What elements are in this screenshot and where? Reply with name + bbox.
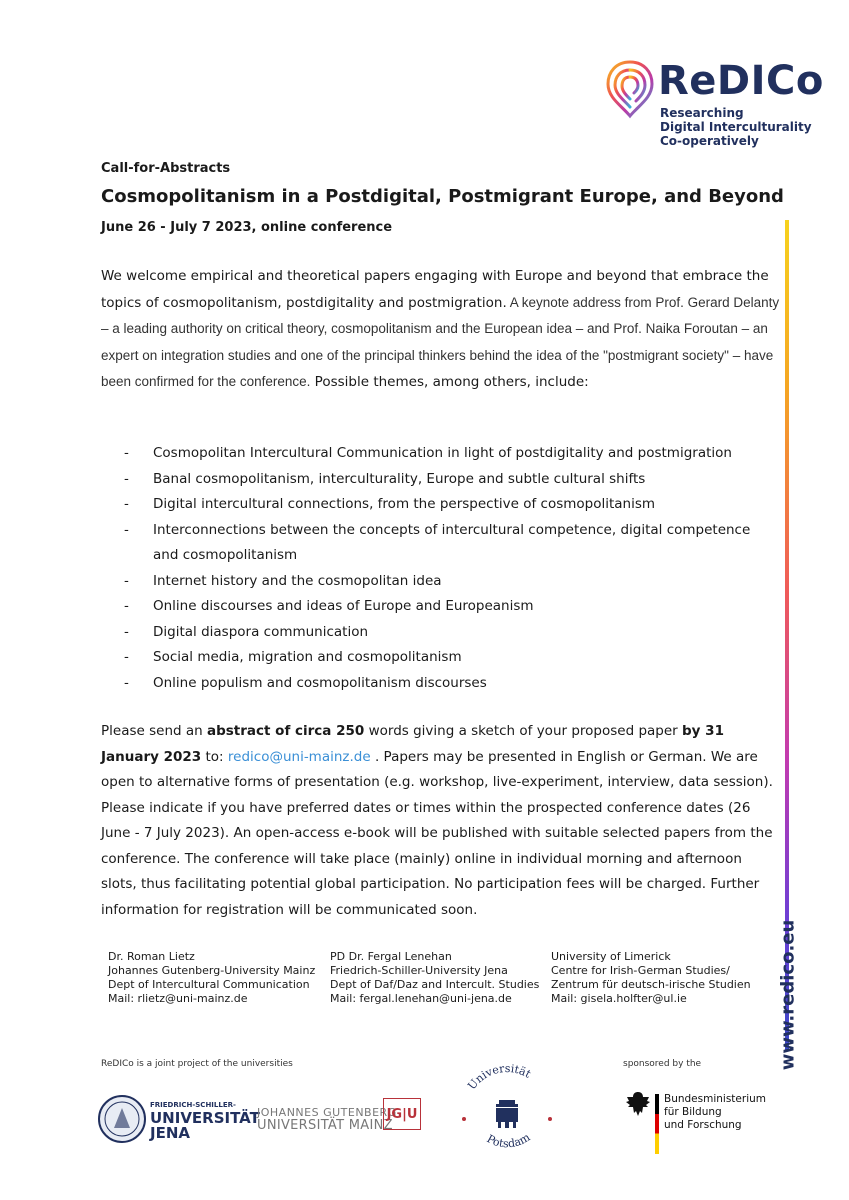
contact-block-limerick	[551, 950, 751, 1006]
theme-text: Online populism and cosmopolitanism discourses	[153, 674, 487, 691]
german-flag-stripe	[655, 1094, 659, 1154]
theme-text: Digital diaspora communication	[153, 623, 369, 640]
contact-department: Dept of Daf/Daz and Intercult. Studies	[330, 978, 540, 991]
submission-deadline: by 31 January 2023	[101, 723, 724, 765]
redico-fingerprint-logo-icon	[604, 56, 656, 120]
jena-seal-icon	[97, 1094, 147, 1144]
svg-text:Potsdam	[485, 1130, 533, 1150]
jena-logo-line: JENA	[150, 1124, 190, 1142]
tagline-line: Researching	[660, 106, 744, 120]
contact-affiliation: Centre for Irish-German Studies/	[551, 964, 730, 977]
list-item: - Internet history and the cosmopolitan idea	[124, 572, 442, 589]
svg-text:Universität	[465, 1064, 533, 1092]
list-item: - Online populism and cosmopolitanism discourses	[124, 674, 487, 691]
call-for-abstracts-label: Call-for-Abstracts	[101, 161, 231, 176]
jgu-logo-line: UNIVERSITÄT MAINZ	[257, 1118, 393, 1133]
closing-text: to:	[201, 748, 228, 765]
sponsored-by-label: sponsored by the	[623, 1059, 702, 1069]
federal-eagle-icon	[623, 1089, 653, 1119]
contact-department: Dept of Intercultural Communication	[108, 978, 310, 991]
theme-text: Social media, migration and cosmopolitanism	[153, 649, 462, 665]
intro-part-2: A keynote address from Prof. Gerard Delanty – a leading authority on critical theory, cosmopolitanism and the European idea – and Prof. Naika Foroutan – an expert on integration studies and one of the principal thinkers behind the idea of the "postmigrant society" – have been confirmed for the conference.	[101, 294, 780, 389]
contact-name: PD Dr. Fergal Lenehan	[330, 950, 452, 963]
closing-text: Please send an	[101, 723, 207, 739]
intro-part-3: Possible themes, among others, include:	[310, 374, 589, 390]
theme-text: Interconnections between the concepts of intercultural competence, digital competence and cosmopolitanism	[153, 521, 751, 563]
redico-tagline	[660, 106, 812, 148]
conference-dates: June 26 - July 7 2023, online conference	[101, 220, 393, 235]
bmbf-logo-line: Bundesministerium	[664, 1093, 766, 1105]
joint-project-label: ReDICo is a joint project of the universities	[101, 1059, 293, 1069]
submission-paragraph	[101, 719, 781, 923]
contact-name: University of Limerick	[551, 950, 671, 963]
bmbf-logo-line: und Forschung	[664, 1119, 742, 1131]
jgu-mark: JG|U	[383, 1098, 421, 1130]
contact-affiliation: Friedrich-Schiller-University Jena	[330, 964, 508, 977]
closing-text: words giving a sketch of your proposed paper	[364, 723, 683, 739]
intro-paragraph	[101, 264, 781, 396]
list-item: - Interconnections between the concepts of intercultural competence, digital competence and cosmopolitanism	[124, 521, 751, 563]
contact-email[interactable]: Mail: fergal.lenehan@uni-jena.de	[330, 992, 512, 1005]
potsdam-logo-bottom-text: Potsdam	[484, 1130, 533, 1151]
closing-text: . Papers may be presented in English or German. We are open to alternative forms of presentation (e.g. workshop, live-experiment, interview, data session). Please indicate if you have preferred dates or times within the prospected conference dates (26 June - 7 July 2023). An open-access e-book will be published with suitable selected papers from the conference. The conference will take place (mainly) online in individual morning and afternoon slots, thus facilitating potential global participation. No participation fees will be charged. Further information for registration will be communicated soon.	[101, 748, 773, 918]
jgu-university-logo	[257, 1106, 397, 1132]
list-item: - Digital intercultural connections, from the perspective of cosmopolitanism	[124, 496, 656, 512]
theme-text: Online discourses and ideas of Europe and Europeanism	[153, 598, 534, 614]
side-url-text[interactable]: www.redico.eu	[777, 919, 799, 1071]
jena-logo-line: UNIVERSITÄT	[150, 1109, 260, 1127]
list-item: - Cosmopolitan Intercultural Communication in light of postdigitality and postmigration	[124, 445, 732, 461]
intro-part-1: We welcome empirical and theoretical papers engaging with Europe and beyond that embrace the topics of cosmopolitanism, postdigitality and postmigration.	[101, 268, 769, 311]
theme-text: Banal cosmopolitanism, interculturality, Europe and subtle cultural shifts	[153, 470, 646, 487]
document-title: Cosmopolitanism in a Postdigital, Postmigrant Europe, and Beyond	[101, 186, 784, 207]
jena-university-logo	[150, 1100, 260, 1141]
theme-text: Cosmopolitan Intercultural Communication in light of postdigitality and postmigration	[153, 445, 732, 461]
contact-department: Zentrum für deutsch-irische Studien	[551, 978, 751, 991]
themes-list	[124, 441, 774, 696]
potsdam-university-logo	[452, 1064, 562, 1164]
redico-wordmark: ReDICo	[658, 58, 824, 104]
list-item: - Digital diaspora communication	[124, 623, 369, 640]
list-item: - Online discourses and ideas of Europe and Europeanism	[124, 598, 534, 614]
contact-email[interactable]: Mail: gisela.holfter@ul.ie	[551, 992, 687, 1005]
list-item: - Banal cosmopolitanism, interculturality, Europe and subtle cultural shifts	[124, 470, 646, 487]
closing-bold: abstract of circa 250	[206, 723, 365, 739]
list-item: - Social media, migration and cosmopolitanism	[124, 649, 462, 665]
bmbf-logo-line: für Bildung	[664, 1106, 722, 1118]
potsdam-logo-top-text: Universität	[465, 1064, 534, 1093]
contact-name: Dr. Roman Lietz	[108, 950, 195, 963]
jgu-logo-line: JOHANNES GUTENBERG	[257, 1106, 397, 1119]
tagline-line: Co-operatively	[660, 134, 759, 148]
side-url	[768, 919, 808, 1071]
contact-block-lenehan	[330, 950, 539, 1006]
jena-logo-line: FRIEDRICH-SCHILLER-	[150, 1101, 236, 1109]
bmbf-logo	[664, 1093, 766, 1132]
contact-email[interactable]: Mail: rlietz@uni-mainz.de	[108, 992, 248, 1005]
contact-affiliation: Johannes Gutenberg-University Mainz	[108, 964, 316, 977]
tagline-line: Digital Interculturality	[660, 120, 812, 134]
theme-text: Internet history and the cosmopolitan idea	[153, 572, 442, 589]
email-link[interactable]: redico@uni-mainz.de	[227, 748, 371, 765]
theme-text: Digital intercultural connections, from the perspective of cosmopolitanism	[153, 496, 656, 512]
contact-block-lietz	[108, 950, 315, 1006]
